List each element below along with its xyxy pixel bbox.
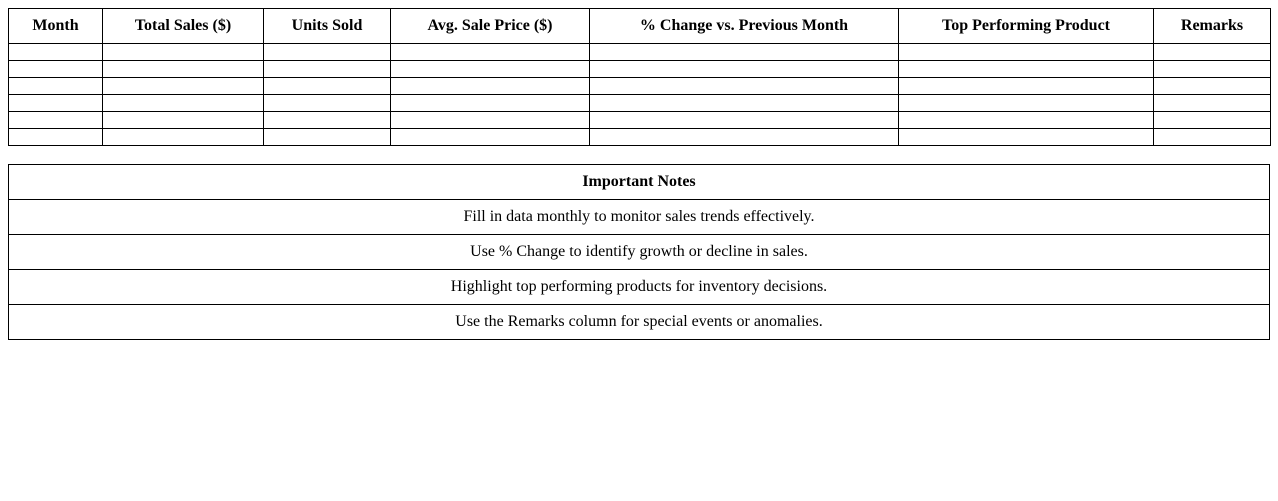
sales-header-row bbox=[9, 9, 1271, 44]
table-cell[interactable] bbox=[1154, 78, 1271, 95]
header-month: Month bbox=[9, 9, 103, 44]
table-cell[interactable] bbox=[391, 78, 590, 95]
table-cell[interactable] bbox=[899, 112, 1154, 129]
table-cell[interactable] bbox=[264, 44, 391, 61]
list-item bbox=[9, 235, 1270, 270]
table-cell[interactable] bbox=[9, 112, 103, 129]
table-cell[interactable] bbox=[1154, 95, 1271, 112]
table-cell[interactable] bbox=[103, 112, 264, 129]
table-cell[interactable] bbox=[264, 61, 391, 78]
table-row bbox=[9, 44, 1271, 61]
table-cell[interactable] bbox=[899, 95, 1154, 112]
document-body bbox=[8, 8, 1270, 340]
header-percent-change: % Change vs. Previous Month bbox=[590, 9, 899, 44]
table-cell[interactable] bbox=[391, 112, 590, 129]
note-text: Highlight top performing products for inventory decisions. bbox=[9, 270, 1270, 305]
table-cell[interactable] bbox=[9, 44, 103, 61]
table-cell[interactable] bbox=[103, 44, 264, 61]
list-item bbox=[9, 200, 1270, 235]
header-top-product: Top Performing Product bbox=[899, 9, 1154, 44]
table-cell[interactable] bbox=[391, 129, 590, 146]
list-item bbox=[9, 305, 1270, 340]
table-cell[interactable] bbox=[1154, 129, 1271, 146]
table-cell[interactable] bbox=[590, 78, 899, 95]
note-text: Fill in data monthly to monitor sales trends effectively. bbox=[9, 200, 1270, 235]
table-cell[interactable] bbox=[264, 112, 391, 129]
table-cell[interactable] bbox=[391, 95, 590, 112]
table-cell[interactable] bbox=[1154, 44, 1271, 61]
table-cell[interactable] bbox=[9, 129, 103, 146]
important-notes-table bbox=[8, 164, 1270, 340]
header-units-sold: Units Sold bbox=[264, 9, 391, 44]
sales-tracking-table bbox=[8, 8, 1271, 146]
table-cell[interactable] bbox=[899, 61, 1154, 78]
table-cell[interactable] bbox=[590, 112, 899, 129]
table-cell[interactable] bbox=[1154, 112, 1271, 129]
table-cell[interactable] bbox=[391, 44, 590, 61]
table-cell[interactable] bbox=[899, 44, 1154, 61]
table-cell[interactable] bbox=[264, 95, 391, 112]
header-total-sales: Total Sales ($) bbox=[103, 9, 264, 44]
table-row bbox=[9, 95, 1271, 112]
table-cell[interactable] bbox=[103, 61, 264, 78]
table-cell[interactable] bbox=[590, 44, 899, 61]
list-item bbox=[9, 270, 1270, 305]
table-cell[interactable] bbox=[264, 129, 391, 146]
table-cell[interactable] bbox=[899, 129, 1154, 146]
table-cell[interactable] bbox=[391, 61, 590, 78]
table-cell[interactable] bbox=[590, 95, 899, 112]
notes-title: Important Notes bbox=[9, 165, 1270, 200]
table-cell[interactable] bbox=[899, 78, 1154, 95]
table-cell[interactable] bbox=[9, 61, 103, 78]
table-cell[interactable] bbox=[9, 95, 103, 112]
table-row bbox=[9, 78, 1271, 95]
header-avg-sale-price: Avg. Sale Price ($) bbox=[391, 9, 590, 44]
table-row bbox=[9, 129, 1271, 146]
table-cell[interactable] bbox=[103, 78, 264, 95]
header-remarks: Remarks bbox=[1154, 9, 1271, 44]
note-text: Use % Change to identify growth or decline in sales. bbox=[9, 235, 1270, 270]
table-cell[interactable] bbox=[9, 78, 103, 95]
table-cell[interactable] bbox=[590, 129, 899, 146]
note-text: Use the Remarks column for special events or anomalies. bbox=[9, 305, 1270, 340]
table-cell[interactable] bbox=[103, 129, 264, 146]
table-cell[interactable] bbox=[264, 78, 391, 95]
table-cell[interactable] bbox=[590, 61, 899, 78]
table-row bbox=[9, 112, 1271, 129]
table-cell[interactable] bbox=[1154, 61, 1271, 78]
notes-header-row bbox=[9, 165, 1270, 200]
table-row bbox=[9, 61, 1271, 78]
table-cell[interactable] bbox=[103, 95, 264, 112]
